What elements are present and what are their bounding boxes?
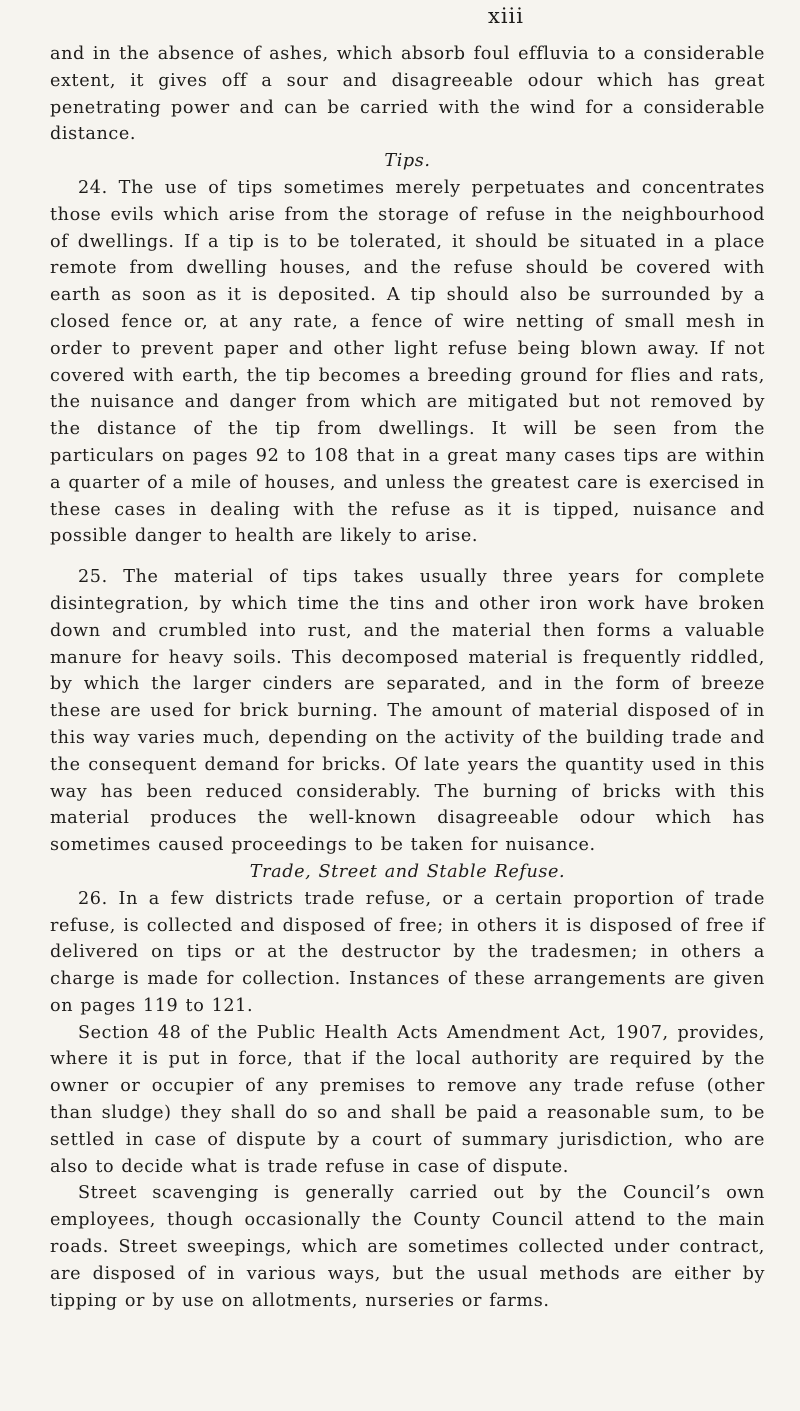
body-text bbox=[50, 41, 765, 1314]
paragraph-continuation: and in the absence of ashes, which absorb foul effluvia to a considerable extent, it gives off a sour and disagreeable odour which has great penetrating power and can be carried with the wind for a considerable distance. bbox=[50, 44, 765, 145]
paragraph-24: 24. The use of tips sometimes merely perpetuates and concentrates those evils which arise from the storage of refuse in the neighbourhood of dwellings. If a tip is to be tolerated, it should be situated in a place remote from dwelling houses, and the refuse should be covered with earth as soon as it is deposited. A tip should also be surrounded by a closed fence or, at any rate, a fence of wire netting of small mesh in order to prevent paper and other light refuse being blown away. If not covered with earth, the tip becomes a breeding ground for flies and rats, the nuisance and danger from which are mitigated but not removed by the distance of the tip from dwellings. It will be seen from the particulars on pages 92 to 108 that in a great many cases tips are within a quarter of a mile of houses, and unless the greatest care is exercised in these cases in dealing with the refuse as it is tipped, nuisance and possible danger to health are likely to arise. bbox=[50, 177, 765, 547]
page-number: xiii bbox=[488, 4, 524, 28]
section-heading-trade-refuse: Trade, Street and Stable Refuse. bbox=[249, 861, 566, 882]
paragraph-street-scavenging: Street scavenging is generally carried out by the Council’s own employees, though occasionally the County Council attend to the main roads. Street sweepings, which are sometimes collected under contract, are disposed of in various ways, but the usual methods are either by tipping or by use on allotments, nurseries or farms. bbox=[50, 1183, 765, 1311]
paragraph-25: 25. The material of tips takes usually three years for complete disintegration, by which time the tins and other iron work have broken down and crumbled into rust, and the material then forms a valuable manure for heavy soils. This decomposed material is frequently riddled, by which the larger cinders are separated, and in the form of breeze these are used for brick burning. The amount of material disposed of in this way varies much, depending on the activity of the building trade and the consequent demand for bricks. Of late years the quantity used in this way has been reduced considerably. The burning of bricks with this material produces the well-known disagreeable odour which has sometimes caused proceedings to be taken for nuisance. bbox=[50, 567, 765, 856]
paragraph-section-48: Section 48 of the Public Health Acts Amendment Act, 1907, provides, where it is put in force, that if the local authority are required by the owner or occupier of any premises to remove any trade refuse (other than sludge) they shall do so and shall be paid a reasonable sum, to be settled in case of dispute by a court of summary jurisdiction, who are also to decide what is trade refuse in case of dispute. bbox=[50, 1022, 765, 1177]
section-heading-tips: Tips. bbox=[384, 151, 431, 172]
paragraph-26: 26. In a few districts trade refuse, or a certain proportion of trade refuse, is collected and disposed of free; in others it is disposed of free if delivered on tips or at the destructor by the tradesmen; in others a charge is made for collection. Instances of these arrangements are given on pages 119 to 121. bbox=[50, 888, 765, 1016]
